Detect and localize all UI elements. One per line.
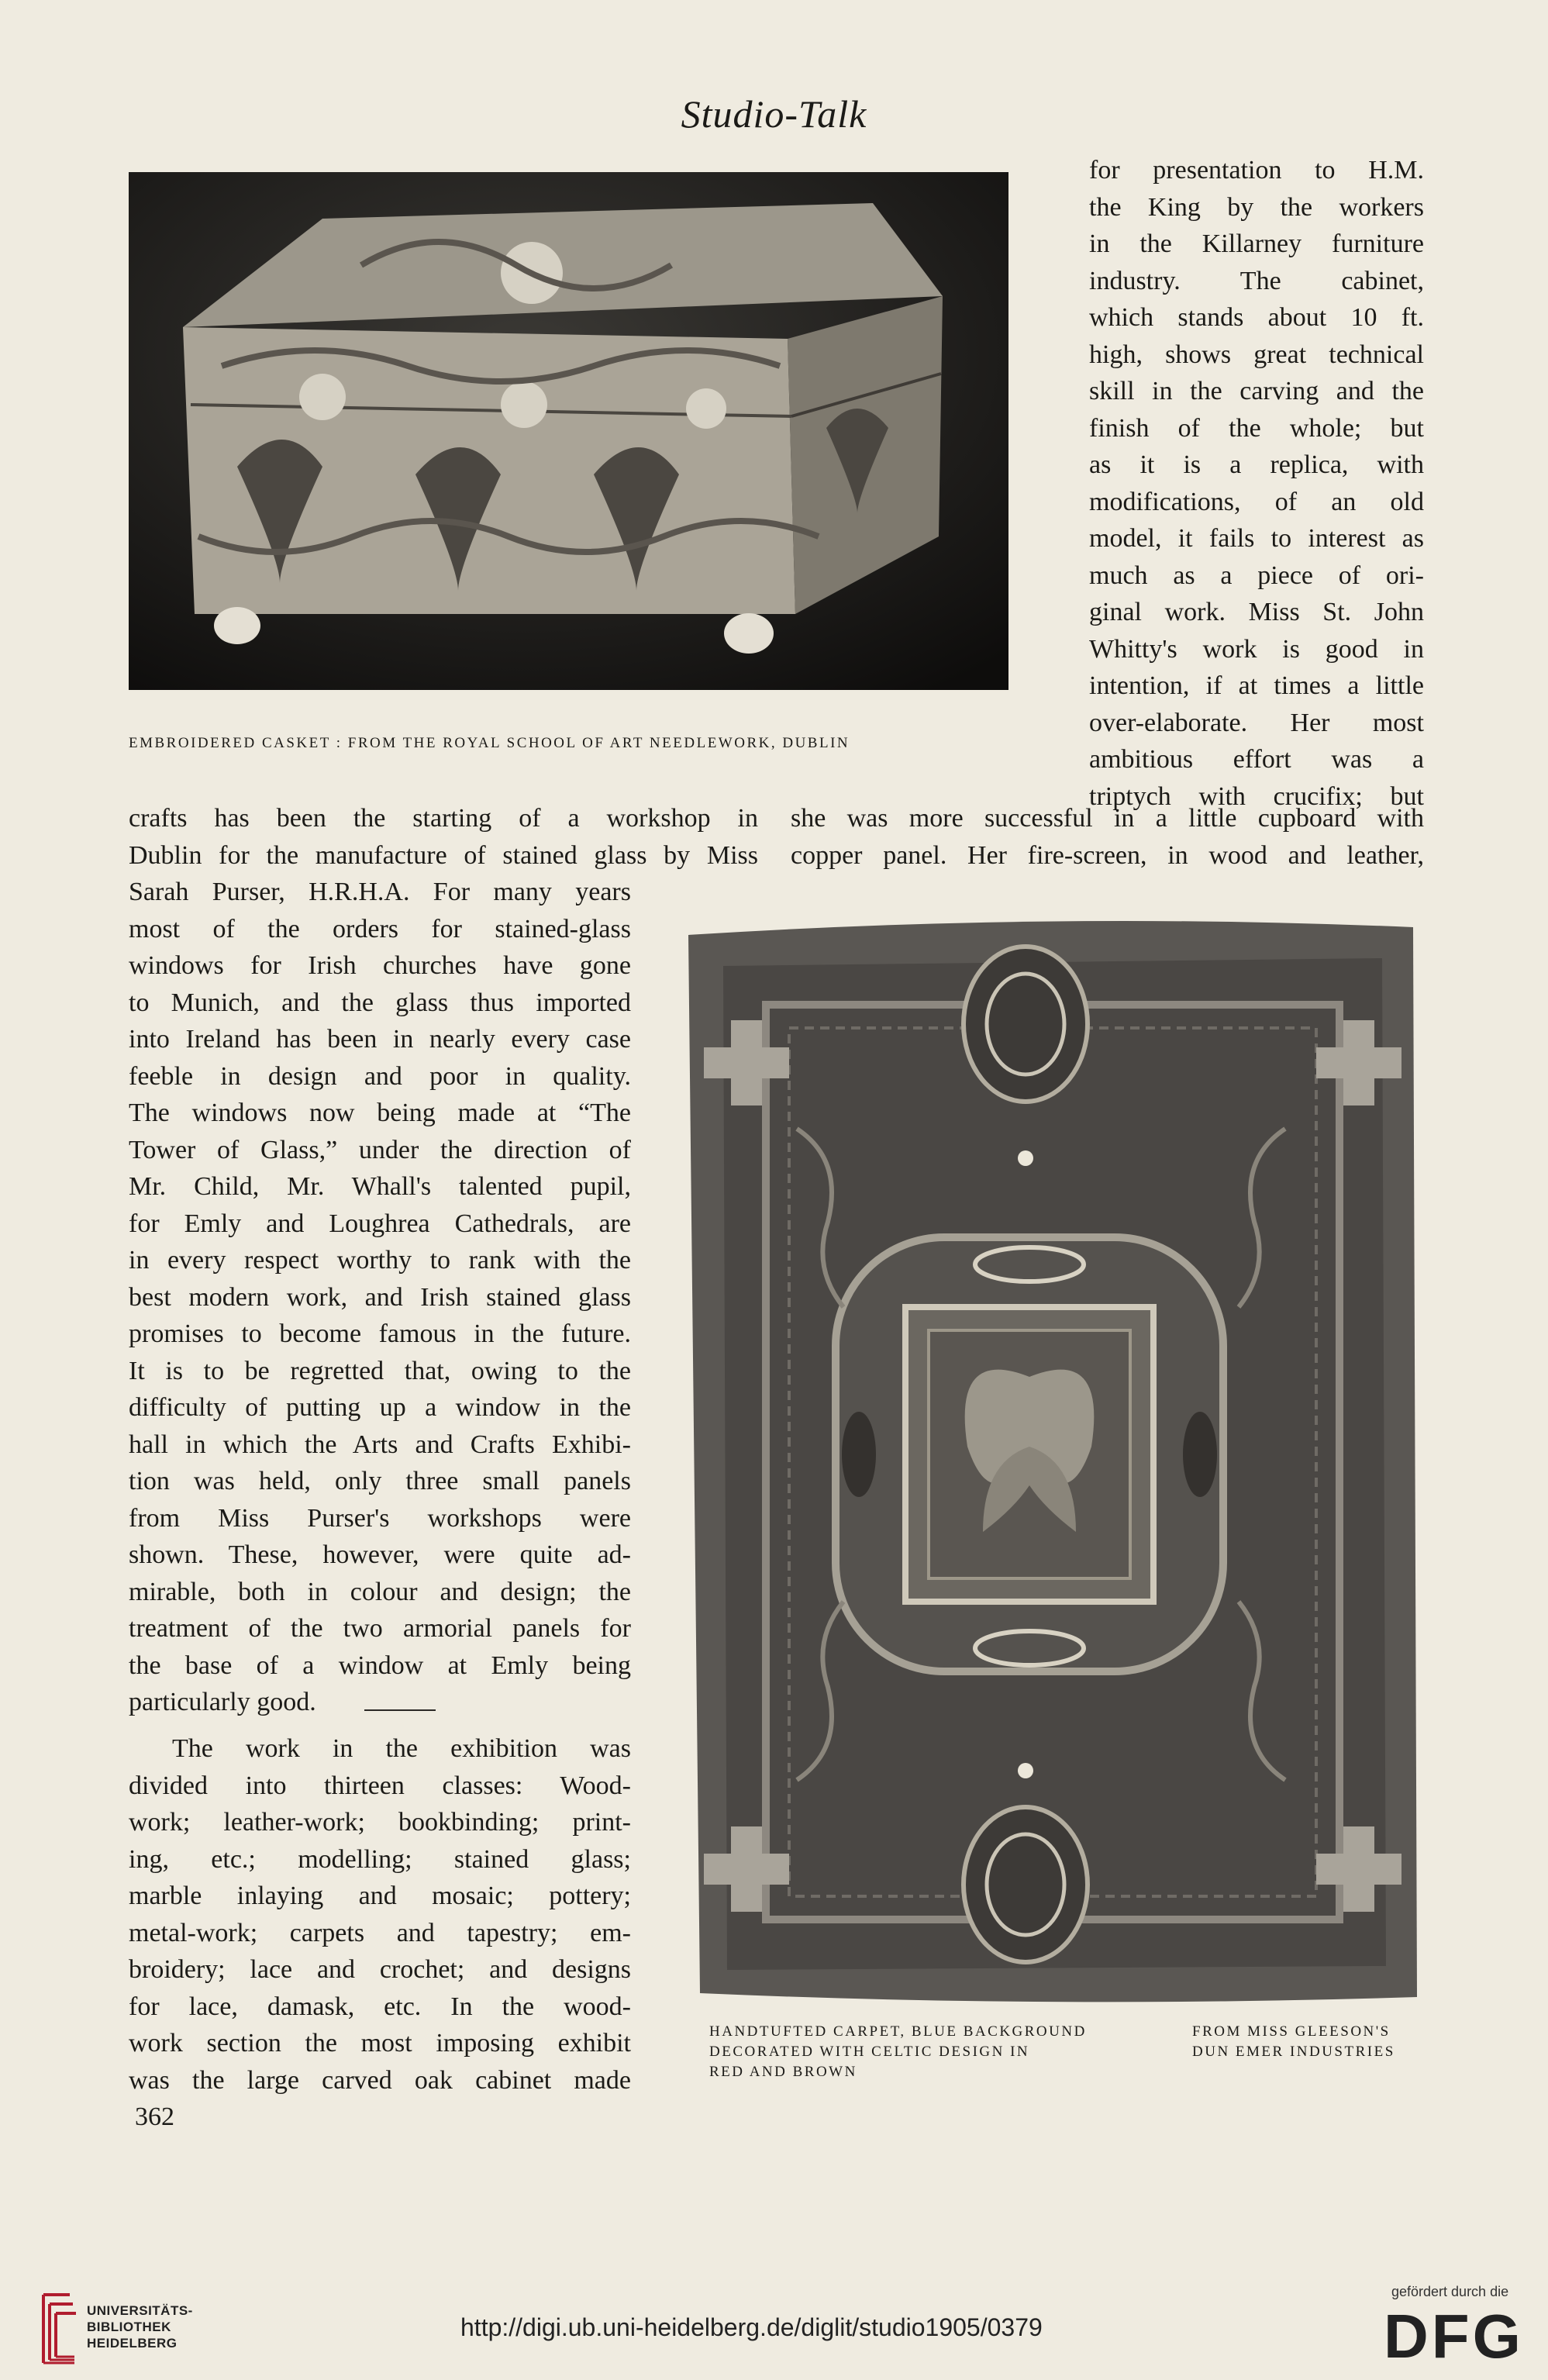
- running-title: Studio-Talk: [681, 92, 867, 136]
- text-line: ambitious effort was a: [1089, 745, 1424, 774]
- carpet-caption-left: [709, 2022, 1174, 2082]
- text-line: Tower of Glass,” under the direction of: [129, 1135, 631, 1164]
- text-line: difficulty of putting up a window in the: [129, 1393, 631, 1422]
- left-column-paragraph-2: [129, 1730, 631, 2099]
- text-line: modifications, of an old: [1089, 487, 1424, 516]
- text-line: intention, if at times a little: [1089, 671, 1424, 700]
- text-line: for presentation to H.M.: [1089, 156, 1424, 185]
- text-line: as it is a replica, with: [1089, 450, 1424, 479]
- text-line: Whitty's work is good in: [1089, 634, 1424, 664]
- text-line: work section the most imposing exhibit: [129, 2029, 631, 2057]
- permalink[interactable]: http://digi.ub.uni-heidelberg.de/diglit/studio1905/0379: [460, 2313, 1043, 2341]
- text-line: It is to be regretted that, owing to the: [129, 1356, 631, 1385]
- digitization-footer: [0, 2279, 1548, 2380]
- casket-caption: EMBROIDERED CASKET : FROM THE ROYAL SCHOOL OF ART NEEDLEWORK, DUBLIN: [129, 735, 850, 751]
- carpet-caption-right: [1192, 2022, 1440, 2062]
- text-line: shown. These, however, were quite ad-: [129, 1540, 631, 1569]
- text-line: metal-work; carpets and tapestry; em-: [129, 1918, 631, 1947]
- left-mid-column: [129, 800, 758, 874]
- right-top-column: [1089, 152, 1424, 815]
- casket-photo: [129, 172, 1008, 690]
- text-line: model, it fails to interest as: [1089, 524, 1424, 553]
- text-line: particularly good.: [129, 1688, 316, 1716]
- dfg-logo: DFG: [1384, 2302, 1524, 2371]
- section-divider: [364, 1709, 436, 1711]
- page-number: 362: [135, 2102, 174, 2131]
- text-line: windows for Irish churches have gone: [129, 951, 631, 980]
- text-line: work; leather-work; bookbinding; print-: [129, 1808, 631, 1837]
- text-line: in every respect worthy to rank with the: [129, 1246, 631, 1275]
- text-line: best modern work, and Irish stained glass: [129, 1282, 631, 1312]
- text-line: The work in the exhibition was: [172, 1734, 631, 1763]
- text-line: treatment of the two armorial panels for: [129, 1614, 631, 1643]
- right-mid-column: [791, 800, 1424, 874]
- text-line: hall in which the Arts and Crafts Exhibi-: [129, 1430, 631, 1459]
- text-line: promises to become famous in the future.: [129, 1319, 631, 1348]
- text-line: mirable, both in colour and design; the: [129, 1577, 631, 1606]
- caption-line: FROM MISS GLEESON'S: [1192, 2023, 1391, 2040]
- text-line: divided into thirteen classes: Wood-: [129, 1771, 631, 1800]
- text-line: Dublin for the manufacture of stained glass by Miss: [129, 840, 758, 870]
- library-name: [87, 2302, 193, 2351]
- caption-line: HANDTUFTED CARPET, BLUE BACKGROUND: [709, 2023, 1087, 2040]
- text-line: triptych with crucifix; but: [1089, 781, 1424, 811]
- funding-text: gefördert durch die: [1391, 2284, 1509, 2299]
- text-line: over-elaborate. Her most: [1089, 708, 1424, 737]
- text-line: into Ireland has been in nearly every case: [129, 1025, 631, 1054]
- text-line: she was more successful in a little cupboard with: [791, 804, 1424, 833]
- text-line: much as a piece of ori-: [1089, 561, 1424, 590]
- text-line: the base of a window at Emly being: [129, 1650, 631, 1680]
- text-line: crafts has been the starting of a workshop in: [129, 804, 758, 833]
- text-line: copper panel. Her fire-screen, in wood and leather,: [791, 840, 1424, 870]
- text-line: for lace, damask, etc. In the wood-: [129, 1992, 631, 2021]
- caption-line: RED AND BROWN: [709, 2064, 857, 2080]
- text-line: ing, etc.; modelling; stained glass;: [129, 1844, 631, 1874]
- library-name-line: UNIVERSITÄTS-: [87, 2303, 193, 2318]
- university-library-logo-icon: [39, 2290, 79, 2368]
- casket-illustration: [129, 172, 1008, 690]
- text-line: to Munich, and the glass thus imported: [129, 988, 631, 1017]
- caption-line: DUN EMER INDUSTRIES: [1192, 2044, 1395, 2060]
- text-line: the King by the workers: [1089, 192, 1424, 222]
- text-line: The windows now being made at “The: [129, 1099, 631, 1127]
- text-line: skill in the carving and the: [1089, 377, 1424, 405]
- text-line: tion was held, only three small panels: [129, 1467, 631, 1495]
- carpet-photo: [681, 912, 1425, 2013]
- text-line: which stands about 10 ft.: [1089, 303, 1424, 332]
- library-name-line: HEIDELBERG: [87, 2336, 178, 2351]
- text-line: finish of the whole; but: [1089, 413, 1424, 443]
- text-line: feeble in design and poor in quality.: [129, 1061, 631, 1091]
- text-line: ginal work. Miss St. John: [1089, 598, 1424, 626]
- caption-line: DECORATED WITH CELTIC DESIGN IN: [709, 2044, 1030, 2060]
- text-line: high, shows great technical: [1089, 340, 1424, 369]
- library-name-line: BIBLIOTHEK: [87, 2320, 171, 2334]
- text-line: Sarah Purser, H.R.H.A. For many years: [129, 878, 631, 906]
- text-line: in the Killarney furniture: [1089, 229, 1424, 258]
- text-line: broidery; lace and crochet; and designs: [129, 1955, 631, 1984]
- text-line: Mr. Child, Mr. Whall's talented pupil,: [129, 1172, 631, 1201]
- text-line: for Emly and Loughrea Cathedrals, are: [129, 1209, 631, 1238]
- text-line: marble inlaying and mosaic; pottery;: [129, 1882, 631, 1910]
- text-line: most of the orders for stained-glass: [129, 914, 631, 943]
- text-line: from Miss Purser's workshops were: [129, 1503, 631, 1533]
- left-column-paragraph-1: [129, 874, 631, 1721]
- text-line: was the large carved oak cabinet made: [129, 2065, 631, 2095]
- text-line: industry. The cabinet,: [1089, 266, 1424, 295]
- carpet-illustration: [681, 912, 1425, 2013]
